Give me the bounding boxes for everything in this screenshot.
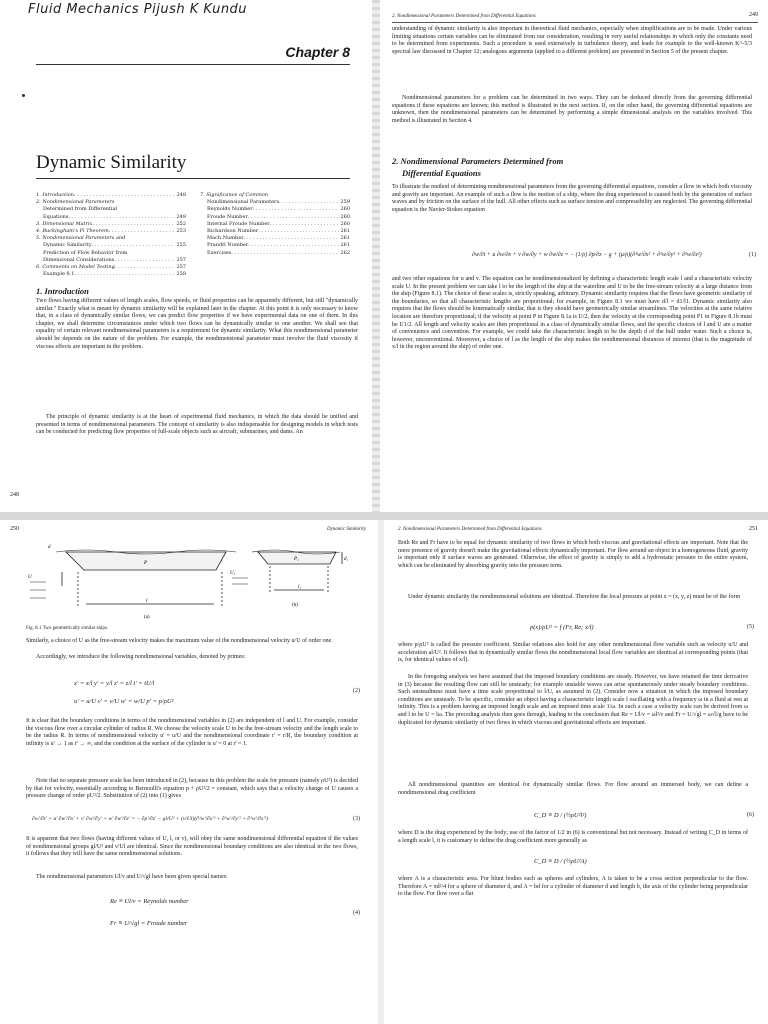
toc-entry-page: 261 <box>340 242 350 249</box>
toc-entry <box>36 206 186 213</box>
equation-5-number: (5) <box>747 624 754 630</box>
toc-entry-label: Reynolds Number <box>207 206 253 213</box>
toc-entry-label: Mach Number <box>207 235 244 242</box>
paragraph-characteristic-area: where A is a characteristic area. For blunt bodies such as spheres and cylinders, A is taken to be a cross section perpendicular to the flow. Therefore A = πd²/4 for a sphere of diameter d, and A = bd for a cylinder of diameter d and length b, the axis of the cylinder being perpendicular to the flow. For flow over a flat <box>398 876 748 898</box>
ship-a <box>30 550 236 608</box>
fig-label-d: d <box>48 545 51 550</box>
toc-entry <box>36 271 186 278</box>
intro-paragraph-1: Two flows having different values of length scales, flow speeds, or fluid properties can be apparently different, but still "dynamically similar." Exactly what is meant by dynamic similarity will be explained later in the chapter. At this point it is only necessary to know that, in a class of dynamically similar flows, we can predict flow properties if we have experimental data on one of them. In this chapter, we shall determine circumstances under which two flows can be dynamically similar to one another. We shall see that equality of certain relevant nondimensional parameters is a requirement for dynamic similarity. What this nondimensional parameter should be depends on the nature of the problem. For example, the nondimensional parameter must involve the fluid viscosity if viscous effects are important in the problem. <box>36 298 358 350</box>
toc-entry <box>200 242 350 249</box>
equation-7: C_D ≡ D / (½ρU²A) <box>534 858 587 865</box>
fig-label-u1: U₁ <box>230 571 236 576</box>
toc-leader-dots <box>68 214 175 221</box>
toc-entry <box>36 214 186 221</box>
toc-entry-page: 260 <box>340 220 350 227</box>
toc-entry <box>200 214 350 221</box>
toc-entry-label: Determined from Differential <box>43 206 118 213</box>
section-heading-2-line1: 2. Nondimensional Parameters Determined from <box>392 156 564 166</box>
equation-6: C_D ≡ D / (½ρU²l²) <box>534 812 587 819</box>
paragraph-scales: and two other equations for u and v. The equation can be nondimensionalized by defining a characteristic length scale l and a characteristic velocity scale U. In the present problem we can take l to be the length of the ship at the waterline and U to be the free-stream velocity at a large distance from the ship (Figure 8.1). The choice of these scales is, strictly speaking, arbitrary. Dynamic similarity requires that the flows have geometric similarity of the boundaries, so that all characteristic lengths are proportional; for example, in Figure 8.1 we must have d/l = d1/l1. Dynamic similarity also requires that the flows should be kinematically similar, that is they should have geometrically similar streamlines. The velocities at the same relative location are therefore proportional; if the velocity at point P in Figure 8.1a is U/2, then the velocity at the corresponding point P1 in Figure 8.1b must be U1/2. All length and velocity scales are then proportional in a class of dynamically similar flows, and the specific choices of l and U are a matter of convenience and convention. For example, we could take the characteristic length to be the depth d of the hull under water. Such a choice is, however, unconventional. Moreover, a choice of l as the length of the ship makes the nondimensional distances of interest (that is the magnitude of x/l in the region around the ship) of order one. <box>392 276 752 351</box>
figure-caption: Fig. 8.1 Two geometrically similar ships. <box>26 626 109 631</box>
title-rule <box>36 178 350 179</box>
paragraph-pressure-scale: Note that no separate pressure scale has been introduced in (2), because in this problem the scale for pressure (namely ρU²) is decided by that for velocity, essentially according to Bernoulli's equation p + ρU²/2 = constant, which says that a velocity change of U causes a pressure change of order ρU²/2. Substitution of (2) into (1) gives <box>26 778 358 800</box>
page-248 <box>0 0 372 512</box>
equation-5: p(x)/ρU² = f (Fr, Re; x/l) <box>530 624 594 631</box>
toc-leader-dots <box>109 228 176 235</box>
fig-label-p: P <box>144 561 148 566</box>
toc-leader-dots <box>231 250 339 257</box>
toc-entry-label: Dynamic Similarity <box>43 242 92 249</box>
toc-entry <box>36 257 186 264</box>
paragraph-local-pressure: Under dynamic similarity the nondimensional solutions are identical. Therefore the local pressure at point x = (x, y, z) must be of the form <box>408 594 741 600</box>
toc-right-column <box>200 192 350 257</box>
toc-entry <box>200 206 350 213</box>
toc-entry-label: Nondimensional Parameters <box>207 199 280 206</box>
equation-4-number: (4) <box>353 910 360 916</box>
toc-entry <box>36 235 186 242</box>
toc-entry <box>200 250 350 257</box>
header-rule-249 <box>392 22 758 23</box>
toc-entry-page: 249 <box>176 213 186 220</box>
toc-entry <box>36 250 186 257</box>
equation-2-line1: x' = x/l y' = y/l z' = z/l t' = tU/l <box>74 680 155 687</box>
fig-label-l1: l₁ <box>298 585 302 590</box>
toc-entry <box>200 228 350 235</box>
equation-4-froude: Fr ≡ U/√gl = Froude number <box>110 920 188 927</box>
paragraph-re-fr-equal: Both Re and Fr have to be equal for dynamic similarity of two flows in which both viscous and gravitational effects are important. Note that the mere presence of gravity doesn't make the gravitational effects dynamically important. For flow around an object in a homogeneous fluid, gravity is important only if surface waves are generated. Otherwise, the effect of gravity is simply to add a hydrostatic pressure to the entire system, which can be eliminated by absorbing gravity into the pressure term. <box>398 540 748 569</box>
page-249 <box>380 0 768 512</box>
handwritten-note: Fluid Mechanics Pijush K Kundu <box>28 2 248 17</box>
toc-entry-label: 2. Nondimensional Parameters <box>36 199 115 206</box>
toc-entry <box>200 235 350 242</box>
page-251 <box>384 520 768 1024</box>
equation-2-line2: u' = u/U v' = v/U w' = w/U p' = p/ρU² <box>74 698 174 705</box>
fig-label-p1: P₁ <box>294 557 299 562</box>
equation-3-number: (3) <box>353 816 360 822</box>
paragraph-boundary-conditions: It is clear that the boundary conditions in terms of the nondimensional variables in (2) are independent of l and U. For example, consider the viscous flow over a circular cylinder of radius R. We choose the velocity scale U to be the free-stream velocity and the length scale to be the radius R. In terms of nondimensional velocity u' = u/U and the nondimensional coordinate r' = r/R, the boundary condition at infinity is u' → 1 as r' → ∞, and the condition at the surface of the cylinder is u' = 0 at r' = 1. <box>26 718 358 747</box>
toc-entry-label: Internal Froude Number <box>207 220 270 227</box>
equation-2-number: (2) <box>353 688 360 694</box>
toc-leader-dots <box>74 192 175 199</box>
fig-label-u: U <box>28 575 32 580</box>
equation-4-reynolds: Re ≡ Ul/ν = Reynolds number <box>110 898 189 905</box>
paragraph-drag-coefficient: All nondimensional quantities are identical for dynamically similar flows. For flow around an immersed body, we can define a nondimensional drag coefficient <box>398 782 748 796</box>
toc-entry <box>36 221 186 228</box>
toc-entry-label: 4. Buckingham's Pi Theorem <box>36 228 109 235</box>
toc-entry-page: 262 <box>340 249 350 256</box>
paragraph-special-names: The nondimensional parameters Ul/ν and U/√gl have been given special names: <box>36 874 228 880</box>
toc-entry-label: Exercises <box>207 249 232 256</box>
toc-left-column <box>36 192 186 278</box>
toc-entry <box>36 242 186 249</box>
toc-entry <box>36 228 186 235</box>
toc-leader-dots <box>248 242 339 249</box>
paragraph-general-drag: where D is the drag experienced by the body; use of the factor of 1/2 in (6) is conventional but not necessary. Instead of writing C_D in terms of a length scale l, it is customary to define the drag coefficient more generally as <box>398 830 748 844</box>
toc-leader-dots <box>75 271 176 278</box>
toc-entry <box>36 192 186 199</box>
toc-entry-page: 253 <box>176 228 186 235</box>
toc-leader-dots <box>248 214 340 221</box>
toc-entry-label: Equations <box>43 213 69 220</box>
running-head-251: 2. Nondimensional Parameters Determined from Differential Equations <box>398 527 542 532</box>
paragraph-pressure-coefficient: where p/ρU² is called the pressure coefficient. Similar relations also hold for any other nondimensional flow variable such as velocity u/U and acceleration al/U². It follows that in dynamically similar flows the nondimensional local flow variables are identical at corresponding points (that is, for identical values of x/l). <box>398 642 748 664</box>
toc-entry-label: Richardson Number <box>207 228 259 235</box>
fig-label-a: (a) <box>144 615 150 620</box>
toc-entry-page: 252 <box>176 220 186 227</box>
equation-1-number: (1) <box>749 252 756 258</box>
toc-entry <box>36 199 186 206</box>
equation-1: ∂w/∂t + u ∂w/∂x + v ∂w/∂y + w ∂w/∂z = − (1/ρ) ∂p/∂z − g + (μ/ρ)(∂²w/∂x² + ∂²w/∂y² + ∂²w/∂z²) <box>472 252 702 258</box>
figure-8-1 <box>26 538 356 624</box>
toc-entry-label: 5. Nondimensional Parameters and <box>36 235 126 242</box>
paragraph-nondim-vars: Accordingly, we introduce the following nondimensional variables, denoted by primes: <box>36 654 246 660</box>
toc-entry <box>200 199 350 206</box>
paragraph-velocity-scale: Similarly, a choice of U as the free-stream velocity makes the maximum value of the nondimensional velocity u/U of order one. <box>26 638 333 644</box>
toc-entry <box>200 192 350 199</box>
running-head-249: 2. Nondimensional Parameters Determined from Differential Equations <box>392 14 536 19</box>
toc-entry-page: 258 <box>176 271 186 278</box>
intro-paragraph-2: The principle of dynamic similarity is at the heart of experimental fluid mechanics, in which the data should be unified and presented in terms of nondimensional parameters. The concept of similarity is also indispensable for designing models in which tests can be conducted for predicting flow properties of full-scale objects such as aircraft, submarines, and dams. An <box>36 414 358 436</box>
paragraph-same-equation: It is apparent that two flows (having different values of U, l, or ν), will obey the same nondimensional differential equation if the values of nondimensional groups gl/U² and ν/Ul are identical. Since the nondimensional boundary conditions are also identical in the two flows, it follows that they will have the same nondimensional solutions. <box>26 836 358 858</box>
running-head-250: Dynamic Similarity <box>326 527 366 532</box>
chapter-title: Dynamic Similarity <box>36 152 187 173</box>
chapter-label: Chapter 8 <box>285 44 350 60</box>
fig-label-d1: d₁ <box>344 557 349 562</box>
toc-entry-label: Dimensional Considerations <box>43 256 115 263</box>
toc-leader-dots <box>258 228 339 235</box>
page-number-250: 250 <box>10 526 19 532</box>
toc-leader-dots <box>253 206 340 213</box>
section-heading-2-line2: Differential Equations <box>402 168 481 178</box>
toc-entry-page: 257 <box>176 264 186 271</box>
ship-b <box>232 550 342 594</box>
toc-leader-dots <box>244 235 340 242</box>
toc-leader-dots <box>115 264 176 271</box>
ink-dot <box>22 94 25 97</box>
toc-leader-dots <box>92 242 176 249</box>
toc-entry-label: 1. Introduction <box>36 192 75 198</box>
toc-entry-page: 261 <box>340 235 350 242</box>
toc-leader-dots <box>279 199 339 206</box>
paragraph-navier-stokes-intro: To illustrate the method of determining nondimensional parameters from the governing differential equations, consider a flow in which both viscosity and gravity are important. An example of such a flow is the motion of a ship, where the drag experienced is caused both by the generation of surface waves and by friction on the surface of the hull. All other effects such as surface tension and compressibility are neglected. The governing differential equation is the Navier-Stokes equation <box>392 184 752 213</box>
fig-label-l: l <box>146 599 148 604</box>
paragraph-understanding: understanding of dynamic similarity is also important in theoretical fluid mechanics, especially when simplifications are to be made. Under various limiting situations certain variables can be eliminated from our consideration, resulting in very useful relationships in which only the constants need to be determined from experiments. Such a procedure is used extensively in turbulence theory, and leads for example to the well-known K^-5/3 spectral law discussed in Chapter 12; analogous arguments (applied to a different problem) are presented in Section 5 of the present chapter. <box>392 26 752 55</box>
toc-entry-label: Prandtl Number <box>207 242 249 249</box>
toc-leader-dots <box>92 221 175 228</box>
toc-entry-page: 260 <box>340 213 350 220</box>
equation-3: ∂w'/∂t' + u' ∂w'/∂x' + v' ∂w'/∂y' + w' ∂w'/∂z' = − ∂p'/∂z' − gl/U² + (ν/Ul)(∂²w'/∂x'² + ∂²w'/∂y'² + ∂²w'/∂z'²) <box>32 816 269 822</box>
page-number-249: 249 <box>749 12 758 18</box>
chapter-rule <box>36 64 350 65</box>
toc-entry-page: 260 <box>340 206 350 213</box>
toc-entry-page: 257 <box>176 256 186 263</box>
toc-entry-label: 3. Dimensional Matrix <box>36 220 93 227</box>
fig-label-b: (b) <box>292 603 298 608</box>
toc-leader-dots <box>270 221 340 228</box>
page-number-248: 248 <box>10 492 19 498</box>
toc-entry-label: 7. Significance of Common <box>200 192 269 198</box>
toc-entry-label: 6. Comments on Model Testing <box>36 264 115 271</box>
toc-entry-page: 261 <box>340 228 350 235</box>
toc-entry <box>200 221 350 228</box>
toc-leader-dots <box>114 257 175 264</box>
page-250 <box>0 520 378 1024</box>
paragraph-unsteady: In the foregoing analysis we have assumed that the imposed boundary conditions are steady. However, we have retained the time derivative in (3) because the resulting flow can still be unsteady; for example unstable waves can arise spontaneously under steady boundary conditions. Such unsteadiness must have a time scale proportional to l/U, as assumed in (2). Consider now a situation in which the imposed boundary conditions are unsteady. To be specific, consider an object having a characteristic length scale l oscillating with a frequency ω in a fluid at rest at infinity. This is a problem having an imposed length scale and an imposed time scale 1/ω. In such a case a velocity scale can be derived from ω and l to be U = lω. The preceding analysis then goes through, leading to the conclusion that Re = Ul/ν = ωl²/ν and Fr = U/√gl = ω√l/g have to be duplicated for dynamic similarity of two flows in which viscous and gravitational effects are important. <box>398 674 748 726</box>
toc-entry-label: Froude Number <box>207 213 248 220</box>
toc-entry-page: 259 <box>340 199 350 206</box>
page-number-251: 251 <box>749 526 758 532</box>
toc-entry <box>36 264 186 271</box>
toc-entry-page: 255 <box>176 242 186 249</box>
toc-entry-label: Prediction of Flow Behavior from <box>43 249 128 256</box>
paragraph-two-ways: Nondimensional parameters for a problem can be determined in two ways. They can be deduced directly from the governing differential equations if these equations are known; this method is illustrated in the next section. If, on the other hand, the governing differential equations are unknown, then the nondimensional parameters can be determined by performing a simple dimensional analysis on the variables involved. This method is illustrated in Section 4. <box>392 95 752 124</box>
equation-6-number: (6) <box>747 812 754 818</box>
toc-entry-label: Example 8.1 <box>43 271 75 278</box>
section-heading-introduction: 1. Introduction <box>36 286 89 296</box>
toc-entry-page: 248 <box>176 192 186 198</box>
